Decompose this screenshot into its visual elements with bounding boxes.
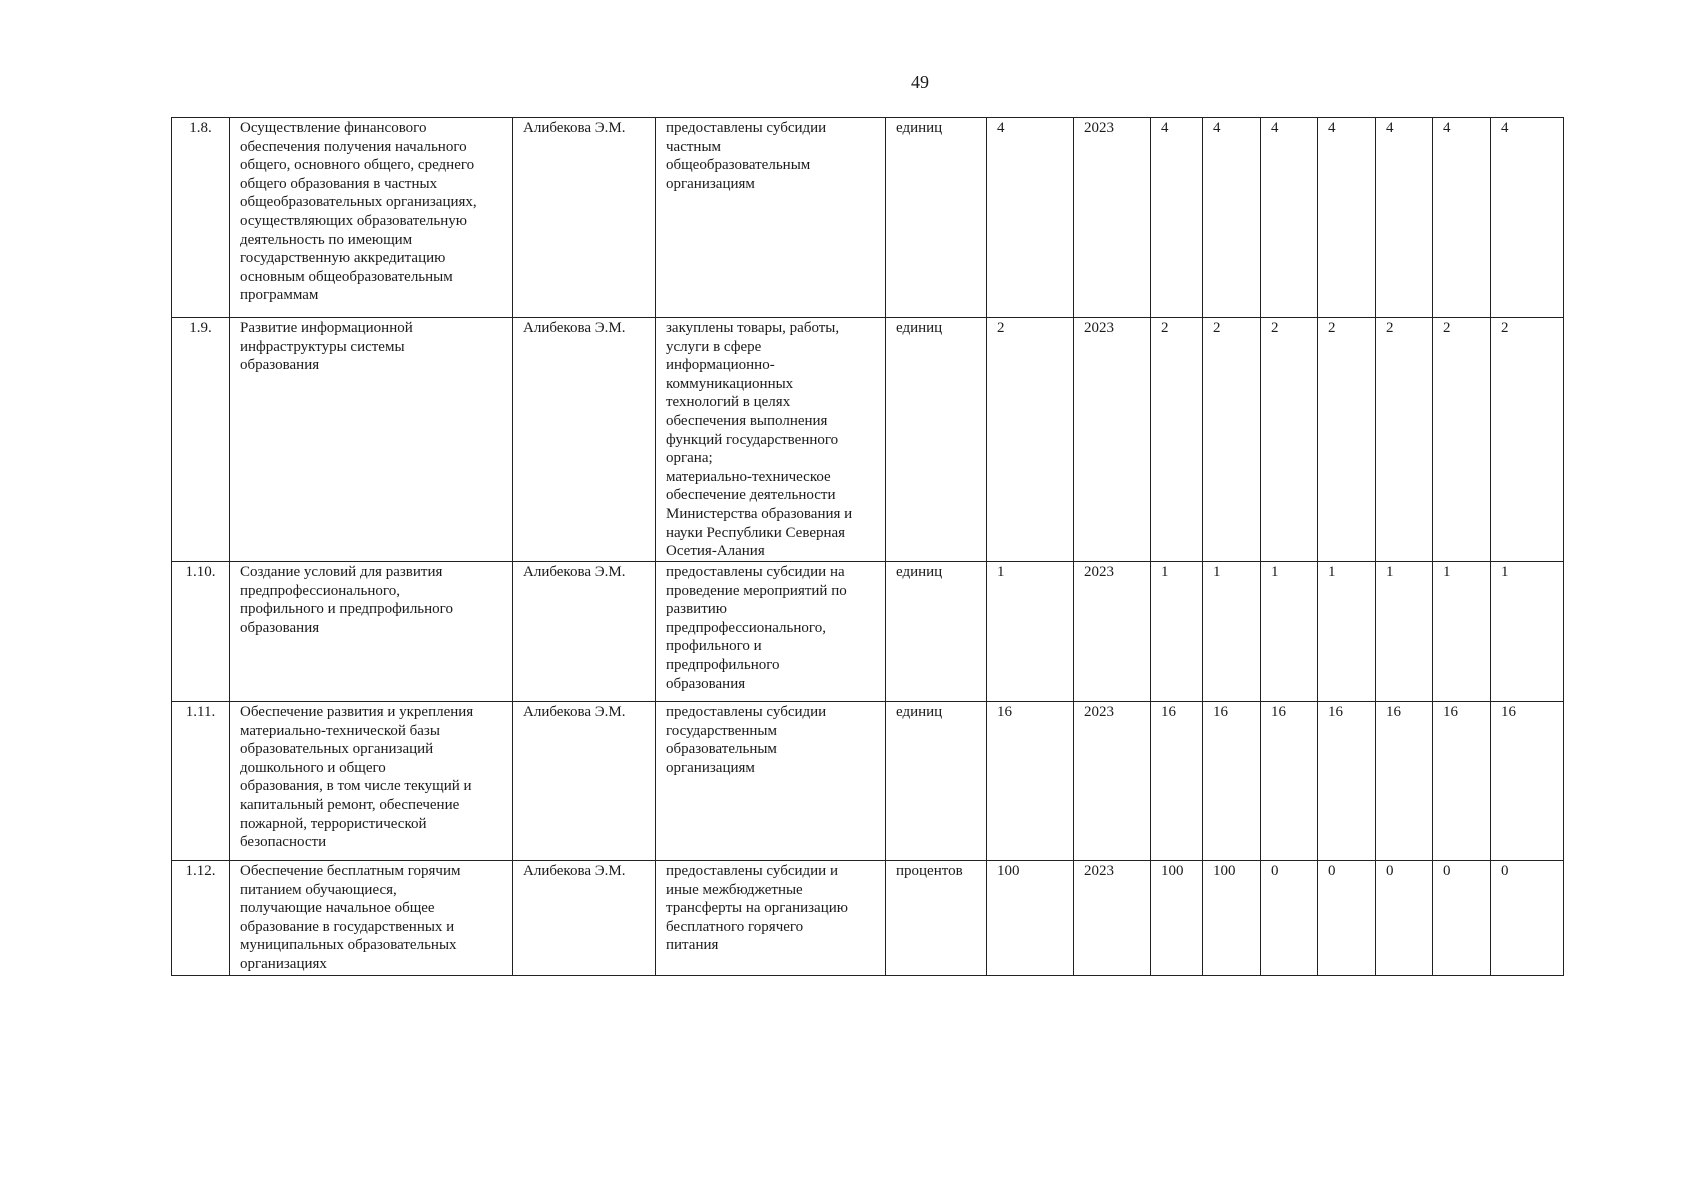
table-row	[172, 318, 1564, 562]
year-value: 100	[1203, 861, 1261, 976]
base-value: 100	[987, 861, 1074, 976]
row-number: 1.8.	[172, 118, 230, 318]
year-value: 4	[1261, 118, 1318, 318]
unit: единиц	[886, 118, 987, 318]
year-value: 1	[1433, 562, 1491, 702]
measures-table	[171, 117, 1564, 976]
row-number: 1.11.	[172, 702, 230, 861]
year-value: 2	[1318, 318, 1376, 562]
unit: единиц	[886, 702, 987, 861]
activity-name: Обеспечение развития и укрепления материально-технической базы образовательных организаций дошкольного и общего образования, в том числе текущий и капитальный ремонт, обеспечение пожарной, террористической безопасности	[230, 702, 513, 861]
year-value: 16	[1261, 702, 1318, 861]
activity-name: Обеспечение бесплатным горячим питанием обучающиеся, получающие начальное общее образование в государственных и муниципальных образовательных организациях	[230, 861, 513, 976]
base-value: 4	[987, 118, 1074, 318]
year-value: 1	[1376, 562, 1433, 702]
year-value: 4	[1491, 118, 1564, 318]
year-value: 16	[1433, 702, 1491, 861]
year-value: 16	[1151, 702, 1203, 861]
result-description: предоставлены субсидии частным общеобразовательным организациям	[656, 118, 886, 318]
unit: единиц	[886, 562, 987, 702]
year-value: 2	[1261, 318, 1318, 562]
base-value: 2	[987, 318, 1074, 562]
unit: процентов	[886, 861, 987, 976]
base-value: 1	[987, 562, 1074, 702]
page-number: 49	[911, 72, 929, 92]
year-value: 2	[1433, 318, 1491, 562]
year-value: 4	[1318, 118, 1376, 318]
activity-name: Создание условий для развития предпрофессионального, профильного и предпрофильного образования	[230, 562, 513, 702]
table-row	[172, 562, 1564, 702]
year-value: 0	[1318, 861, 1376, 976]
base-year: 2023	[1074, 318, 1151, 562]
row-number: 1.9.	[172, 318, 230, 562]
year-value: 16	[1318, 702, 1376, 861]
year-value: 4	[1203, 118, 1261, 318]
year-value: 0	[1261, 861, 1318, 976]
year-value: 2	[1491, 318, 1564, 562]
year-value: 100	[1151, 861, 1203, 976]
row-number: 1.12.	[172, 861, 230, 976]
year-value: 0	[1376, 861, 1433, 976]
year-value: 0	[1433, 861, 1491, 976]
base-year: 2023	[1074, 702, 1151, 861]
year-value: 4	[1433, 118, 1491, 318]
year-value: 16	[1203, 702, 1261, 861]
row-number: 1.10.	[172, 562, 230, 702]
year-value: 16	[1491, 702, 1564, 861]
year-value: 16	[1376, 702, 1433, 861]
activity-name: Осуществление финансового обеспечения получения начального общего, основного общего, среднего общего образования в частных общеобразовательных организациях, осуществляющих образовательную деятельность по имеющим государственную аккредитацию основным общеобразовательным программам	[230, 118, 513, 318]
responsible-person: Алибекова Э.М.	[513, 702, 656, 861]
result-description: предоставлены субсидии и иные межбюджетные трансферты на организацию бесплатного горячего питания	[656, 861, 886, 976]
year-value: 2	[1203, 318, 1261, 562]
base-value: 16	[987, 702, 1074, 861]
base-year: 2023	[1074, 118, 1151, 318]
year-value: 0	[1491, 861, 1564, 976]
year-value: 1	[1491, 562, 1564, 702]
activity-name: Развитие информационной инфраструктуры системы образования	[230, 318, 513, 562]
result-description: закуплены товары, работы, услуги в сфере информационно- коммуникационных технологий в целях обеспечения выполнения функций государственного органа; материально-техническое обеспечение деятельности Министерства образования и науки Республики Северная Осетия-Алания	[656, 318, 886, 562]
responsible-person: Алибекова Э.М.	[513, 318, 656, 562]
year-value: 4	[1151, 118, 1203, 318]
year-value: 4	[1376, 118, 1433, 318]
responsible-person: Алибекова Э.М.	[513, 562, 656, 702]
table-row	[172, 861, 1564, 976]
result-description: предоставлены субсидии на проведение мероприятий по развитию предпрофессионального, профильного и предпрофильного образования	[656, 562, 886, 702]
result-description: предоставлены субсидии государственным образовательным организациям	[656, 702, 886, 861]
year-value: 1	[1203, 562, 1261, 702]
table-row	[172, 702, 1564, 861]
base-year: 2023	[1074, 861, 1151, 976]
year-value: 2	[1151, 318, 1203, 562]
year-value: 1	[1151, 562, 1203, 702]
unit: единиц	[886, 318, 987, 562]
year-value: 1	[1261, 562, 1318, 702]
year-value: 1	[1318, 562, 1376, 702]
responsible-person: Алибекова Э.М.	[513, 861, 656, 976]
year-value: 2	[1376, 318, 1433, 562]
responsible-person: Алибекова Э.М.	[513, 118, 656, 318]
base-year: 2023	[1074, 562, 1151, 702]
table-row	[172, 118, 1564, 318]
